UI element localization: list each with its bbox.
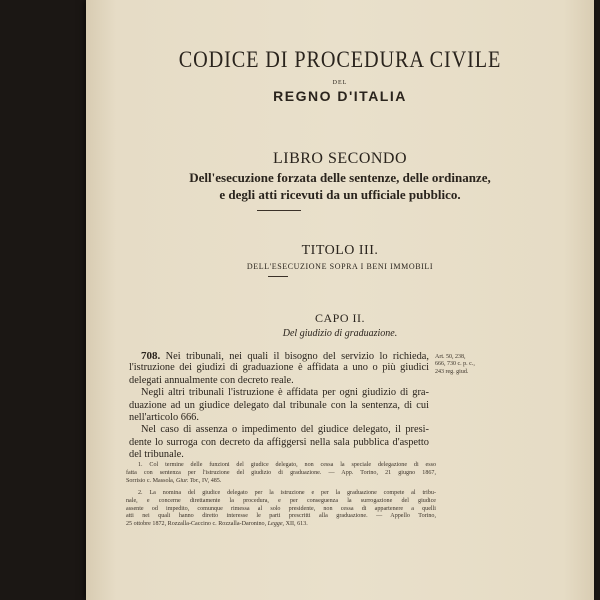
del-word: DEL — [332, 80, 348, 86]
titolo-subtitle-text: DELL'ESECUZIONE SOPRA I BENI IMMOBILI — [246, 262, 434, 271]
capo-subtitle: Del giudizio di graduazione. — [282, 328, 398, 339]
footnote-line: assente od impedito, comunque rimessa al solo presidente, non cessa di appartenere a quelli — [126, 505, 436, 512]
footnote-line: 2. La nomina del giudice delegato per la istruzione e per la graduazione compete al tribu- — [138, 490, 436, 496]
footnote-line: 1. Col termine delle funzioni del giudice delegato, non cessa la speciale delegazione di esso — [138, 462, 436, 468]
footnote-1 — [126, 462, 436, 485]
article-number: 708. — [141, 350, 161, 362]
article-708 — [129, 350, 429, 462]
book-page — [86, 0, 594, 600]
article-line: del tribunale. — [129, 449, 184, 461]
margin-note-line: Art. 50, 238, — [435, 354, 466, 360]
capo-heading: CAPO II. — [314, 311, 365, 325]
article-line: dente lo surroga con decreto da affiggersi nella sala pubblica d'aspetto — [129, 436, 429, 448]
libro-subtitle-line1: Dell'esecuzione forzata delle sentenze, delle ordinanze, — [189, 170, 491, 185]
margin-note — [435, 354, 489, 376]
article-line: l'istruzione dei giudizi di graduazione è affidata a uno o più giudici — [129, 362, 429, 374]
margin-note-line: 243 reg. giud. — [435, 368, 469, 375]
divider-rule — [257, 210, 301, 211]
code-title: CODICE DI PROCEDURA CIVILE — [178, 47, 502, 72]
libro-subtitle-line2: e degli atti ricevuti da un ufficiale pubblico. — [219, 187, 461, 202]
titolo-subtitle — [86, 262, 594, 271]
footnote-line: nale, e concerne direttamente la procedura, e per conseguenza la surrogazione del giudice — [126, 497, 436, 504]
article-line: delegati annualmente con decreto reale. — [129, 374, 294, 386]
divider-rule-small — [268, 276, 288, 277]
article-line: Nel caso di assenza o impedimento del giudice delegato, il presi- — [141, 424, 429, 436]
article-line: duazione ad un giudice delegato dal tribunale con la sentenza, di cui — [129, 399, 429, 411]
footnote-2 — [126, 490, 436, 529]
regno-title: REGNO D'ITALIA — [273, 88, 407, 104]
article-line: 708. Nei tribunali, nei quali il bisogno del servizio lo richieda, — [141, 350, 429, 362]
footnote-line: atti nei quali hanno diretto interesse le parti prescritti alla graduazione. — Appello Torino, — [126, 513, 436, 520]
footnote-line: fatta con sentenza per l'istruzione del giudizio di graduazione. — App. Torino, 21 giugno 1867, — [126, 469, 436, 476]
libro-heading: LIBRO SECONDO — [272, 150, 408, 167]
margin-note-line: 666, 730 c. p. c., — [435, 361, 475, 368]
footnote-line: Sorrisio c. Massola, Giur. Tor., IV, 485. — [126, 477, 222, 484]
article-line: Negli altri tribunali l'istruzione è affidata per ogni giudizio di gra- — [141, 387, 429, 399]
article-line: nell'articolo 666. — [129, 411, 199, 423]
titolo-heading: TITOLO III. — [301, 243, 379, 258]
footnote-line: 25 ottobre 1872, Rozzalla-Caccino c. Rozzalla-Daronino, Legge, XII, 613. — [126, 521, 308, 528]
